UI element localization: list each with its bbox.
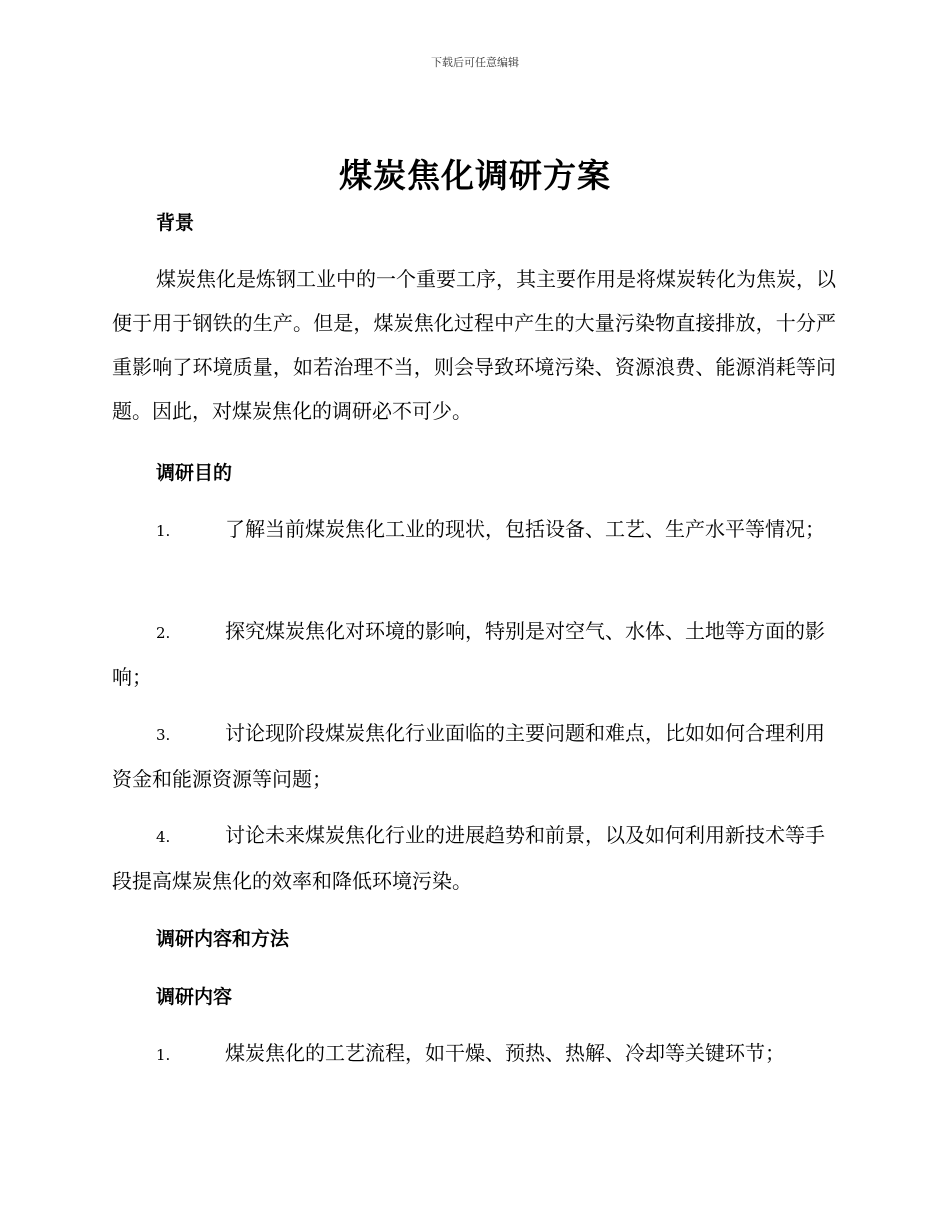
heading-content-method: 调研内容和方法 [156, 928, 290, 950]
heading-background: 背景 [156, 212, 195, 234]
purpose-item-2 [112, 609, 836, 699]
heading-content: 调研内容 [156, 986, 233, 1008]
header-note: 下载后可任意编辑 [431, 56, 519, 69]
heading-purpose: 调研目的 [156, 462, 233, 484]
list-number: 1. [156, 522, 171, 540]
list-number: 3. [156, 726, 171, 744]
background-paragraph: 煤炭焦化是炼钢工业中的一个重要工序，其主要作用是将煤炭转化为焦炭，以便于用于钢铁的生产。但是，煤炭焦化过程中产生的大量污染物直接排放，十分严重影响了环境质量，如若治理不当，则会导致环境污染、资源浪费、能源消耗等问题。因此，对煤炭焦化的调研必不可少。 [112, 267, 836, 423]
purpose-item-3 [112, 711, 836, 801]
list-number: 4. [156, 828, 171, 846]
list-text: 了解当前煤炭焦化工业的现状，包括设备、工艺、生产水平等情况； [225, 517, 825, 541]
list-text: 讨论现阶段煤炭焦化行业面临的主要问题和难点，比如如何合理利用资金和能源资源等问题； [112, 721, 825, 791]
list-number: 2. [156, 624, 171, 642]
list-number: 1. [156, 1046, 171, 1064]
document-title: 煤炭焦化调研方案 [339, 156, 611, 195]
purpose-item-4 [112, 813, 836, 903]
content-item-1 [112, 1031, 836, 1077]
list-text: 煤炭焦化的工艺流程，如干燥、预热、热解、冷却等关键环节； [225, 1041, 785, 1065]
purpose-item-1 [112, 507, 836, 553]
list-text: 探究煤炭焦化对环境的影响，特别是对空气、水体、土地等方面的影响； [112, 619, 825, 689]
list-text: 讨论未来煤炭焦化行业的进展趋势和前景，以及如何利用新技术等手段提高煤炭焦化的效率和降低环境污染。 [112, 823, 825, 893]
